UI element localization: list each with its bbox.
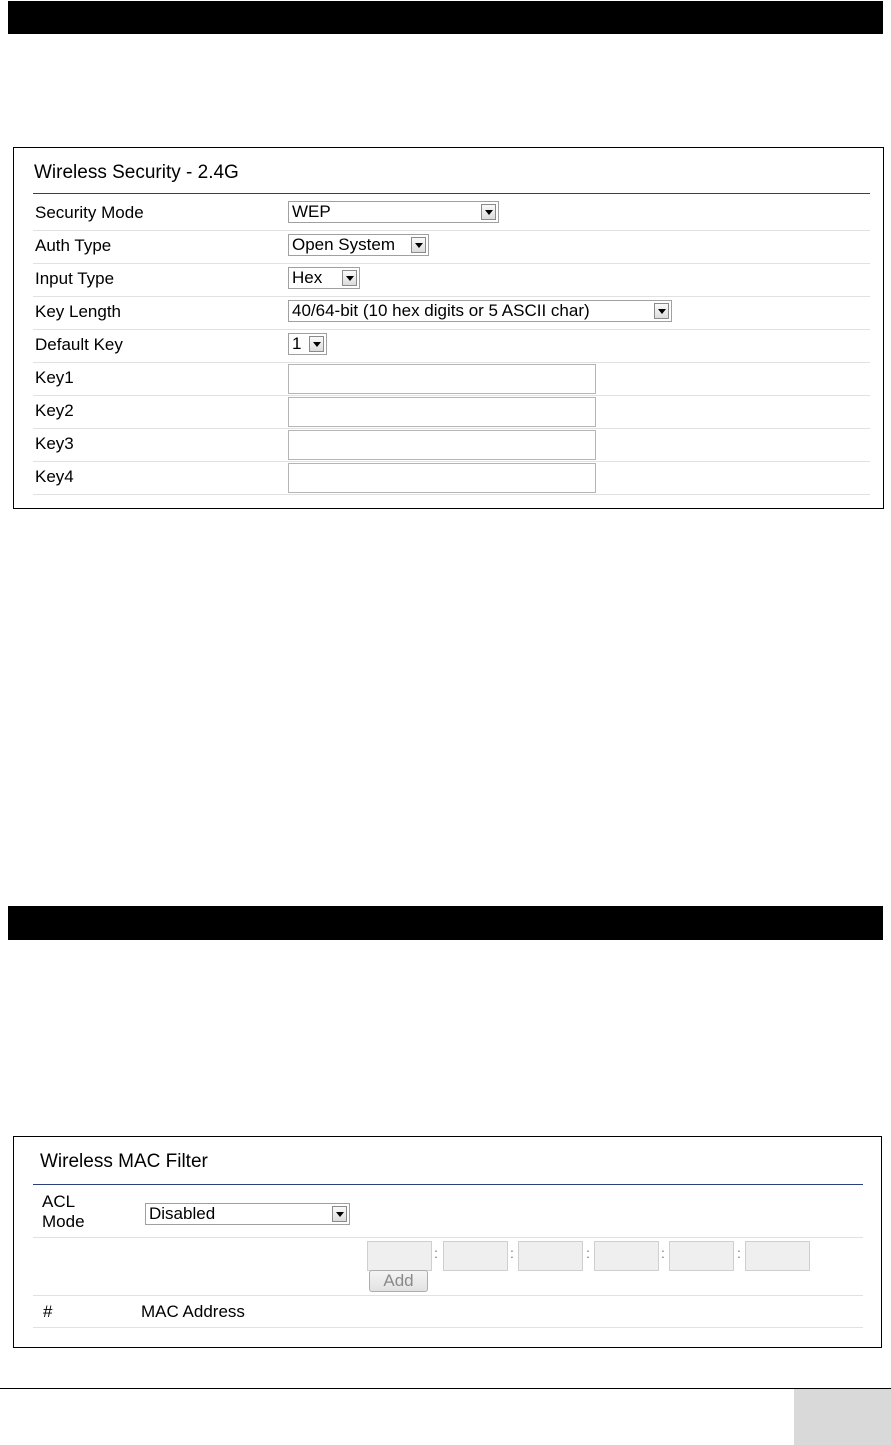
panel-title: Wireless Security - 2.4G xyxy=(34,162,239,183)
column-header-index: # xyxy=(43,1302,53,1321)
row-key-length xyxy=(33,297,870,330)
acl-mode-label-line2: Mode xyxy=(42,1212,85,1231)
auth-type-label: Auth Type xyxy=(35,236,112,255)
page-number-box xyxy=(794,1389,891,1445)
column-header-mac-address: MAC Address xyxy=(141,1302,245,1321)
mac-separator: : xyxy=(510,1245,514,1261)
acl-mode-label-line1: ACL xyxy=(42,1192,76,1211)
mac-table-header xyxy=(33,1295,863,1328)
row-security-mode xyxy=(33,198,870,231)
add-mac-button[interactable]: Add xyxy=(369,1270,428,1292)
input-type-label: Input Type xyxy=(35,269,115,288)
mac-octet-5-input[interactable] xyxy=(669,1241,734,1271)
row-key4 xyxy=(33,462,870,495)
mac-octet-6-input[interactable] xyxy=(745,1241,810,1271)
key-length-label: Key Length xyxy=(35,302,122,321)
mac-separator: : xyxy=(586,1245,590,1261)
row-key2 xyxy=(33,396,870,429)
key2-label: Key2 xyxy=(35,401,74,420)
wireless-mac-filter-panel xyxy=(13,1136,882,1348)
key1-label: Key1 xyxy=(35,368,74,387)
input-type-select[interactable] xyxy=(288,267,360,289)
dropdown-arrow-icon xyxy=(481,204,496,220)
auth-type-select[interactable] xyxy=(288,234,429,256)
mac-octet-3-input[interactable] xyxy=(518,1241,583,1271)
dropdown-arrow-icon xyxy=(342,270,357,286)
security-mode-label: Security Mode xyxy=(35,203,144,222)
acl-mode-value: Disabled xyxy=(149,1204,216,1223)
footer-divider xyxy=(0,1388,891,1389)
section-header-bar xyxy=(8,1,883,34)
default-key-value: 1 xyxy=(292,334,302,353)
panel-title: Wireless MAC Filter xyxy=(40,1151,208,1172)
dropdown-arrow-icon xyxy=(332,1206,347,1222)
row-auth-type xyxy=(33,231,870,264)
security-mode-value: WEP xyxy=(292,202,331,221)
key4-label: Key4 xyxy=(35,467,74,486)
title-divider xyxy=(33,1184,863,1185)
key3-label: Key3 xyxy=(35,434,74,453)
mac-octet-2-input[interactable] xyxy=(443,1241,508,1271)
dropdown-arrow-icon xyxy=(411,237,426,253)
mac-separator: : xyxy=(661,1245,665,1261)
mac-octet-1-input[interactable] xyxy=(367,1241,432,1271)
input-type-value: Hex xyxy=(292,268,323,287)
mac-separator: : xyxy=(737,1245,741,1261)
title-divider xyxy=(33,193,870,194)
key1-input[interactable] xyxy=(288,364,596,394)
key-length-value: 40/64-bit (10 hex digits or 5 ASCII char) xyxy=(292,301,590,320)
row-input-type xyxy=(33,264,870,297)
row-acl-mode xyxy=(33,1190,863,1238)
acl-mode-label xyxy=(42,1192,85,1232)
default-key-label: Default Key xyxy=(35,335,123,354)
key2-input[interactable] xyxy=(288,397,596,427)
auth-type-value: Open System xyxy=(292,235,395,254)
acl-mode-select[interactable] xyxy=(145,1203,350,1225)
key4-input[interactable] xyxy=(288,463,596,493)
row-default-key xyxy=(33,330,870,363)
row-key3 xyxy=(33,429,870,462)
security-mode-select[interactable] xyxy=(288,201,499,223)
key3-input[interactable] xyxy=(288,430,596,460)
section-header-bar xyxy=(8,906,883,940)
wireless-security-panel xyxy=(13,147,884,509)
default-key-select[interactable] xyxy=(288,333,327,355)
mac-octet-4-input[interactable] xyxy=(594,1241,659,1271)
key-length-select[interactable] xyxy=(288,300,672,322)
dropdown-arrow-icon xyxy=(309,336,324,352)
row-key1 xyxy=(33,363,870,396)
mac-separator: : xyxy=(434,1245,438,1261)
dropdown-arrow-icon xyxy=(654,303,669,319)
